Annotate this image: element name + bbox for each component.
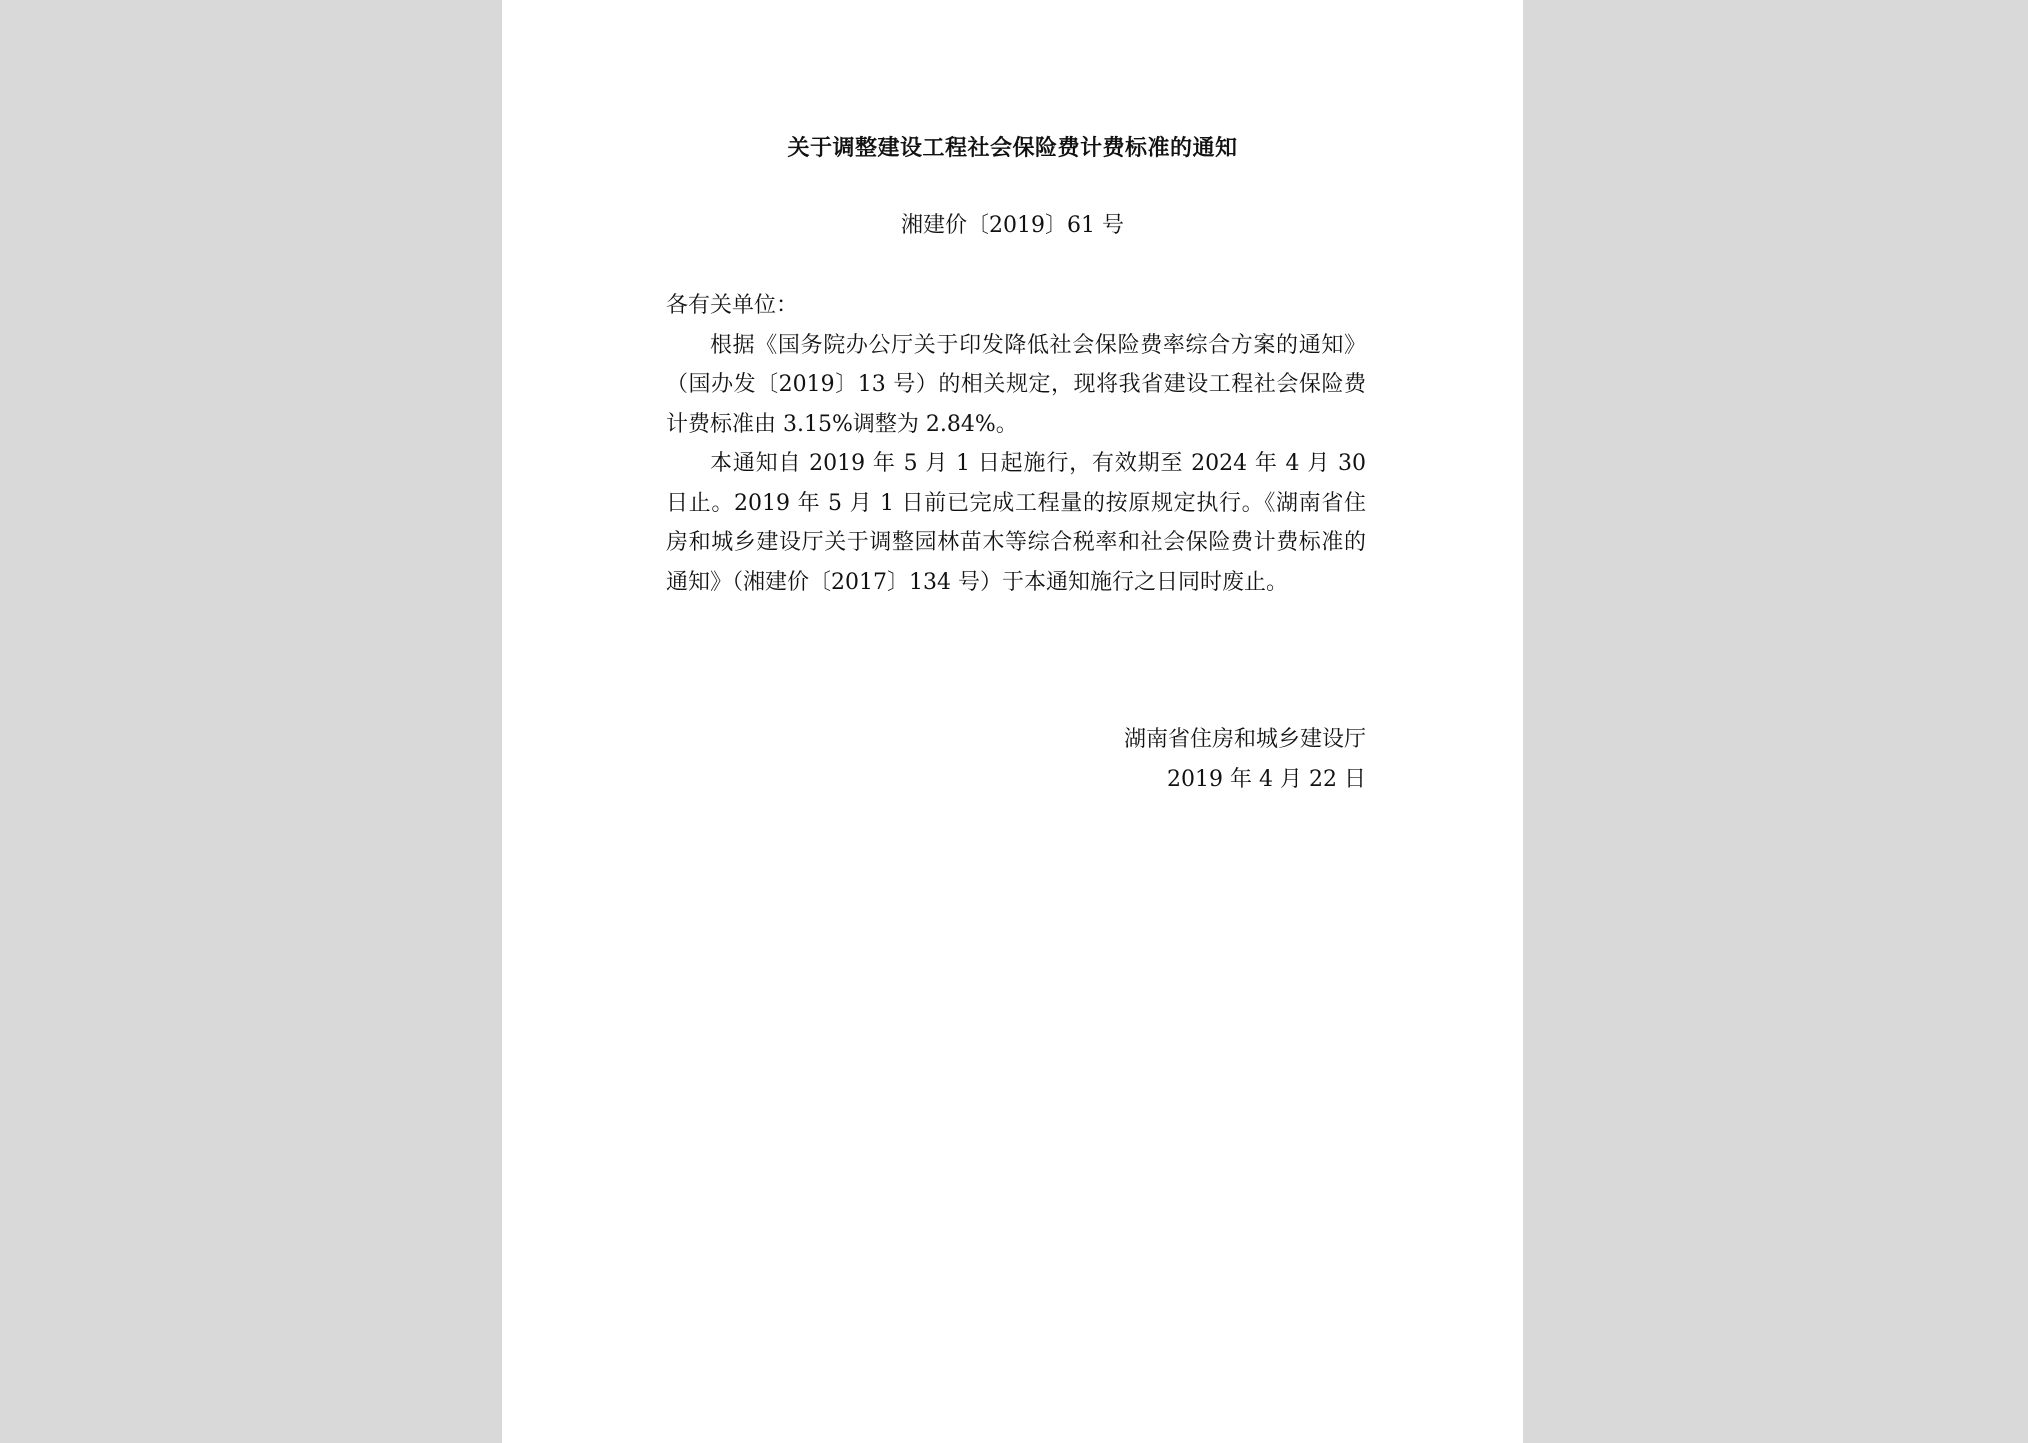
paragraph-effective-date: 本通知自 2019 年 5 月 1 日起施行，有效期至 2024 年 4 月 30 日止。2019 年 5 月 1 日前已完成工程量的按原规定执行。《湖南省住房和城乡建设厅关于调整园林苗木等综合税率和社会保险费计费标准的通知》（湘建价〔2017〕134 号）于本通知施行之日同时废止。 — [666, 451, 1366, 595]
issuer-name: 湖南省住房和城乡建设厅 — [1123, 727, 1366, 752]
document-title: 关于调整建设工程社会保险费计费标准的通知 — [787, 135, 1238, 161]
signature-block — [1124, 720, 1366, 799]
issue-date: 2019 年 4 月 22 日 — [1167, 766, 1366, 792]
document-page — [502, 0, 1523, 1443]
paragraph-regulation: 根据《国务院办公厅关于印发降低社会保险费率综合方案的通知》（国办发〔2019〕13 号）的相关规定，现将我省建设工程社会保险费计费标准由 3.15%调整为 2.84%。 — [666, 332, 1366, 437]
salutation: 各有关单位： — [666, 293, 799, 318]
document-body — [666, 286, 1366, 602]
document-number: 湘建价〔2019〕61 号 — [901, 213, 1124, 238]
